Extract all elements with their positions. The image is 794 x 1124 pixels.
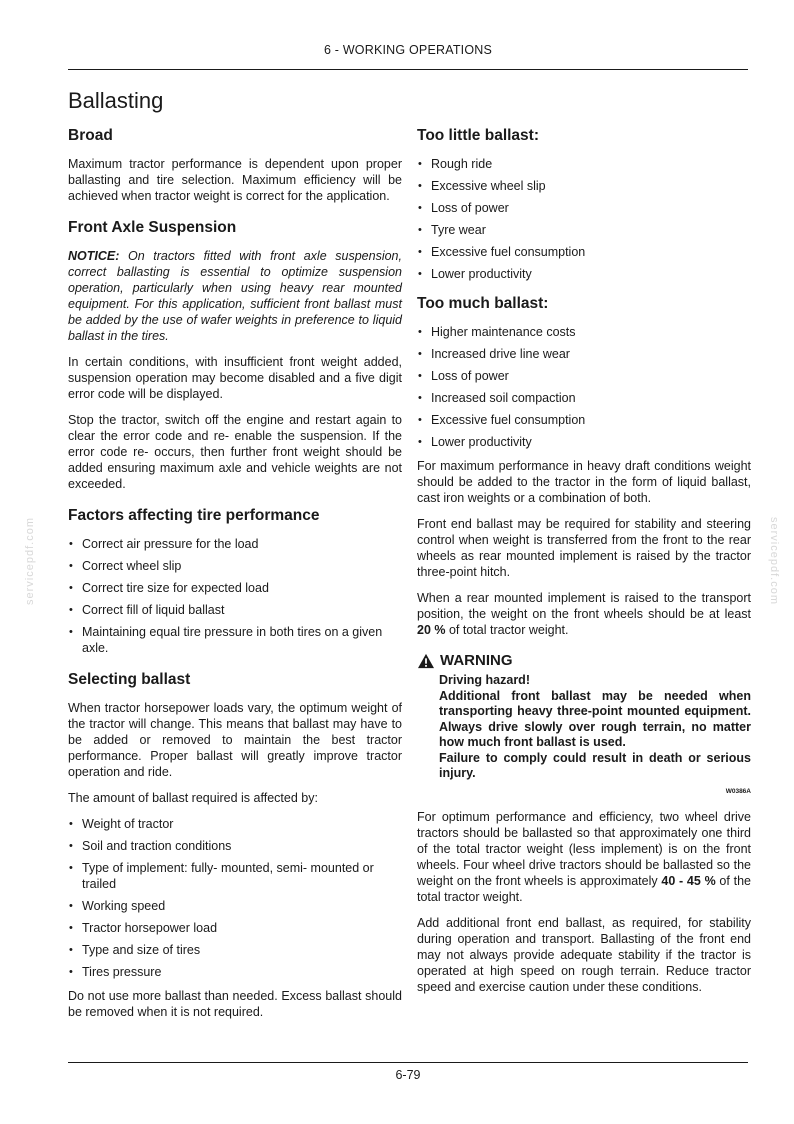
selecting-paragraph-2: The amount of ballast required is affected by: — [68, 791, 318, 805]
transport-paragraph — [417, 590, 751, 638]
selecting-paragraph-1: When tractor horsepower loads vary, the optimum weight of the tractor will change. This means that ballast may have to be added or removed to maintain the best tractor performance. Proper ballast will greatly improve tractor operation and ride. — [68, 701, 402, 779]
section-heading-broad: Broad — [68, 127, 113, 144]
warning-line-3: Failure to comply could result in death or serious injury. — [439, 750, 751, 780]
header-divider — [68, 69, 748, 70]
warning-line-1: Driving hazard! — [439, 673, 530, 687]
warning-box — [417, 652, 751, 795]
footer-divider — [68, 1062, 748, 1063]
list-item: • Correct tire size for expected load — [68, 580, 402, 596]
front-axle-paragraph-2: Stop the tractor, switch off the engine and restart again to clear the error code and re- enable the suspension. If the error code re- occurs, then further front weight should be added ensuring maximum axle and vehicle weights are not exceeded. — [68, 413, 402, 491]
ballast-factors-list — [68, 816, 402, 980]
list-item: • Loss of power — [417, 368, 751, 384]
draft-paragraph: For maximum performance in heavy draft conditions weight should be added to the tractor in the form of liquid ballast, cast iron weights or a combination of both. — [417, 459, 751, 505]
list-item: • Excessive wheel slip — [417, 178, 751, 194]
list-item: • Working speed — [68, 898, 402, 914]
list-item: • Correct fill of liquid ballast — [68, 602, 402, 618]
stability-paragraph: Add additional front end ballast, as required, for stability during operation and transport. Ballasting of the front end may not always provide adequate stability if the tractor is operated at high speed on rough terrain. Reduce tractor speed and exercise caution under these conditions. — [417, 915, 751, 994]
list-item: • Higher maintenance costs — [417, 324, 751, 340]
front-ballast-paragraph: Front end ballast may be required for stability and steering control when weight is transferred from the front to the rear wheels as rear mounted implement is raised by the tractor three-point hitch. — [417, 517, 751, 579]
list-item: • Excessive fuel consumption — [417, 412, 751, 428]
selecting-paragraph-3: Do not use more ballast than needed. Excess ballast should be removed when it is not required. — [68, 989, 402, 1019]
optimum-text: For optimum performance and efficiency, two wheel drive tractors should be ballasted so that approximately one third of the total tractor weight (less implement) is on the front wheels. Four wheel drive tractors should be ballasted so the weight on the front wheels is approximately — [417, 809, 751, 888]
section-heading-too-little: Too little ballast: — [417, 127, 539, 144]
optimum-text-end: of the total tractor weight. — [417, 873, 751, 904]
list-item: • Tractor horsepower load — [68, 920, 402, 936]
list-item: • Excessive fuel consumption — [417, 244, 751, 260]
warning-body — [417, 673, 751, 795]
running-header: 6 - WORKING OPERATIONS — [323, 43, 493, 57]
transport-percentage: 20 % — [417, 623, 446, 637]
list-item: • Increased soil compaction — [417, 390, 751, 406]
list-item: • Lower productivity — [417, 434, 751, 450]
optimum-performance-paragraph — [417, 809, 751, 905]
list-item: • Weight of tractor — [68, 816, 402, 832]
optimum-percentage: 40 - 45 % — [661, 873, 716, 888]
transport-text-end: of total tractor weight. — [445, 623, 569, 637]
list-item: • Lower productivity — [417, 266, 751, 282]
list-item: • Tyre wear — [417, 222, 751, 238]
warning-code: W0386A — [725, 787, 751, 795]
page-title: Ballasting — [68, 88, 164, 113]
notice-paragraph — [68, 248, 402, 344]
list-item: • Increased drive line wear — [417, 346, 751, 362]
section-heading-too-much: Too much ballast: — [417, 295, 549, 312]
warning-header — [417, 652, 751, 669]
transport-text: When a rear mounted implement is raised to the transport position, the weight on the front wheels should be at least — [417, 591, 751, 621]
notice-label: NOTICE: — [68, 249, 120, 263]
list-item: • Type and size of tires — [68, 942, 402, 958]
right-column — [417, 126, 751, 1005]
section-heading-selecting: Selecting ballast — [68, 671, 191, 688]
warning-line-2: Additional front ballast may be needed when transporting heavy three-point mounted equipment. Always drive slowly over rough terrain, no matter how much front ballast is used. — [439, 688, 751, 749]
too-little-list — [417, 156, 751, 282]
warning-label: WARNING — [440, 652, 513, 669]
list-item: • Soil and traction conditions — [68, 838, 402, 854]
watermark-left: servicepdf.com — [23, 517, 36, 605]
left-column — [68, 126, 402, 1030]
list-item: • Type of implement: fully- mounted, semi- mounted or trailed — [68, 860, 402, 892]
front-axle-paragraph-1: In certain conditions, with insufficient front weight added, suspension operation may become disabled and a five digit error code will be displayed. — [68, 355, 402, 401]
list-item: • Loss of power — [417, 200, 751, 216]
watermark-right: servicepdf.com — [767, 517, 780, 605]
section-heading-front-axle: Front Axle Suspension — [68, 219, 237, 236]
list-item: • Correct air pressure for the load — [68, 536, 402, 552]
list-item: • Maintaining equal tire pressure in both tires on a given axle. — [68, 624, 402, 656]
too-much-list — [417, 324, 751, 450]
section-heading-factors: Factors affecting tire performance — [68, 507, 320, 524]
list-item: • Correct wheel slip — [68, 558, 402, 574]
notice-text: On tractors fitted with front axle suspension, correct ballasting is essential to optimize suspension operation, particularly when using heavy rear mounted equipment. For this application, sufficient front ballast must be added by the use of wafer weights in preference to liquid ballast in the tires. — [68, 249, 402, 343]
warning-triangle-icon — [417, 653, 435, 669]
page-number: 6-79 — [395, 1068, 421, 1082]
list-item: • Tires pressure — [68, 964, 402, 980]
list-item: • Rough ride — [417, 156, 751, 172]
broad-paragraph: Maximum tractor performance is dependent upon proper ballasting and tire selection. Maximum efficiency will be achieved when tractor weight is correct for the application. — [68, 157, 402, 203]
factors-list — [68, 536, 402, 656]
